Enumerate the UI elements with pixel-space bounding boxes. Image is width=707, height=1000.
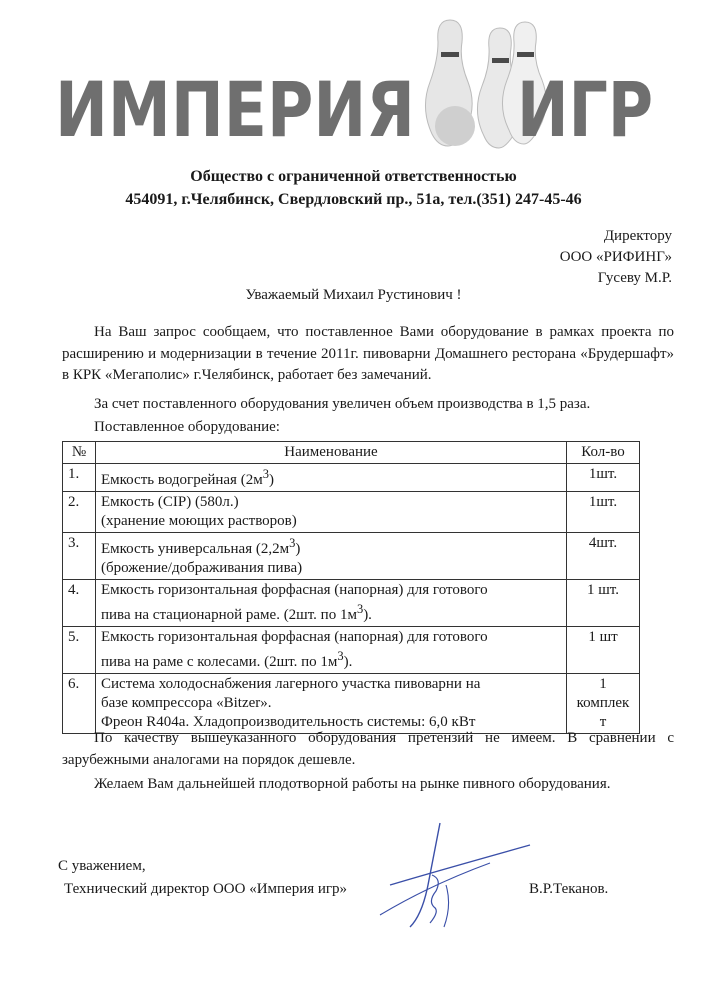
row-qty: 1 шт. bbox=[567, 580, 640, 627]
paragraph-5 bbox=[62, 774, 674, 796]
signer-title: Технический директор ООО «Империя игр» bbox=[64, 881, 348, 897]
addressee-block bbox=[560, 226, 672, 289]
table-row bbox=[63, 627, 640, 674]
row-name-text: Емкость универсальная (2,2м bbox=[101, 541, 290, 557]
signer-name: В.Р.Теканов. bbox=[529, 881, 609, 897]
addressee-position: Директору bbox=[603, 228, 672, 244]
row-name-line2: (брожение/дображивания пива) bbox=[101, 560, 303, 576]
salutation: Уважаемый Михаил Рустинович ! bbox=[245, 287, 462, 303]
row-qty-line: т bbox=[599, 714, 607, 730]
row-name-line2: (хранение моющих растворов) bbox=[101, 513, 297, 529]
row-qty: 1 шт bbox=[567, 627, 640, 674]
paragraph-1-text: На Ваш запрос сообщаем, что поставленное Вами оборудование в рамках проекта по расширению и модернизации в течение 2011г. пивоварни Домашнего ресторана «Брудершафт» в КРК «Мегаполис» г.Челябинск, работает без замечаний. bbox=[62, 324, 674, 383]
logo-text-right: ИГР bbox=[517, 65, 653, 154]
header-name: Наименование bbox=[96, 442, 567, 464]
handwritten-signature bbox=[370, 815, 540, 935]
paragraph-2 bbox=[62, 394, 674, 416]
row-name-line3: Фреон R404а. Хладопроизводительность системы: 6,0 кВт bbox=[101, 714, 476, 730]
table-row bbox=[63, 533, 640, 580]
table-row bbox=[63, 492, 640, 533]
paragraph-2-text: За счет поставленного оборудования увеличен объем производства в 1,5 раза. bbox=[94, 396, 591, 412]
row-num: 5. bbox=[63, 627, 96, 674]
header-qty: Кол-во bbox=[567, 442, 640, 464]
row-name-sup: 3 bbox=[262, 467, 269, 481]
row-qty: 1шт. bbox=[567, 464, 640, 492]
row-name-end: ). bbox=[363, 607, 372, 623]
row-name bbox=[96, 464, 567, 492]
company-logo bbox=[55, 18, 655, 158]
row-name bbox=[96, 492, 567, 533]
row-name-end: ) bbox=[268, 472, 274, 488]
row-name-line2: базе компрессора «Bitzer». bbox=[101, 695, 272, 711]
table-row bbox=[63, 674, 640, 734]
row-name bbox=[96, 674, 567, 734]
paragraph-3-text: Поставленное оборудование: bbox=[94, 419, 280, 435]
row-qty-line: комплек bbox=[576, 695, 630, 711]
row-name-sup: 3 bbox=[289, 536, 296, 550]
addressee-company: ООО «РИФИНГ» bbox=[559, 249, 672, 265]
row-num: 4. bbox=[63, 580, 96, 627]
row-name-sup: 3 bbox=[337, 649, 344, 663]
row-qty-line: 1 bbox=[599, 676, 607, 692]
row-name-sup: 3 bbox=[356, 602, 364, 616]
paragraph-1 bbox=[62, 322, 674, 387]
header-num: № bbox=[63, 442, 96, 464]
row-name-text: Емкость горизонтальная форфасная (напорная) для готового bbox=[101, 582, 488, 598]
logo-text-left: ИМПЕРИЯ bbox=[55, 65, 415, 154]
table-header-row bbox=[63, 442, 640, 464]
row-name-end: ). bbox=[343, 654, 353, 670]
table-row bbox=[63, 580, 640, 627]
equipment-table bbox=[62, 441, 640, 734]
org-address: 454091, г.Челябинск, Свердловский пр., 51а, тел.(351) 247-45-46 bbox=[125, 191, 582, 208]
closing-regards: С уважением, bbox=[58, 858, 146, 874]
row-name-text: Емкость горизонтальная форфасная (напорная) для готового bbox=[101, 629, 488, 645]
addressee-name: Гусеву М.Р. bbox=[597, 270, 672, 286]
row-qty: 1шт. bbox=[567, 492, 640, 533]
paragraph-4-text: По качеству вышеуказанного оборудования претензий не имеем. В сравнении с зарубежными аналогами на порядок дешевле. bbox=[62, 730, 674, 768]
row-name bbox=[96, 580, 567, 627]
row-num: 2. bbox=[63, 492, 96, 533]
paragraph-5-text: Желаем Вам дальнейшей плодотворной работы на рынке пивного оборудования. bbox=[94, 776, 611, 792]
paragraph-3 bbox=[62, 417, 674, 439]
row-name bbox=[96, 627, 567, 674]
row-num: 6. bbox=[63, 674, 96, 734]
paragraph-4 bbox=[62, 728, 674, 771]
signature-graphic bbox=[370, 815, 540, 935]
row-name bbox=[96, 533, 567, 580]
row-name-text: Система холодоснабжения лагерного участка пивоварни на bbox=[101, 676, 481, 692]
row-num: 3. bbox=[63, 533, 96, 580]
org-name: Общество с ограниченной ответственностью bbox=[190, 168, 517, 185]
row-name-line2: пива на раме с колесами. (2шт. по 1м bbox=[101, 654, 338, 670]
row-name-text: Емкость водогрейная (2м bbox=[101, 472, 263, 488]
row-name-line2: пива на стационарной раме. (2шт. по 1м bbox=[101, 607, 357, 623]
row-name-text: Емкость (CIP) (580л.) bbox=[101, 494, 239, 510]
table-row bbox=[63, 464, 640, 492]
row-num: 1. bbox=[63, 464, 96, 492]
row-name-end: ) bbox=[295, 541, 301, 557]
row-qty: 4шт. bbox=[567, 533, 640, 580]
logo-graphic bbox=[55, 18, 655, 158]
row-qty bbox=[567, 674, 640, 734]
